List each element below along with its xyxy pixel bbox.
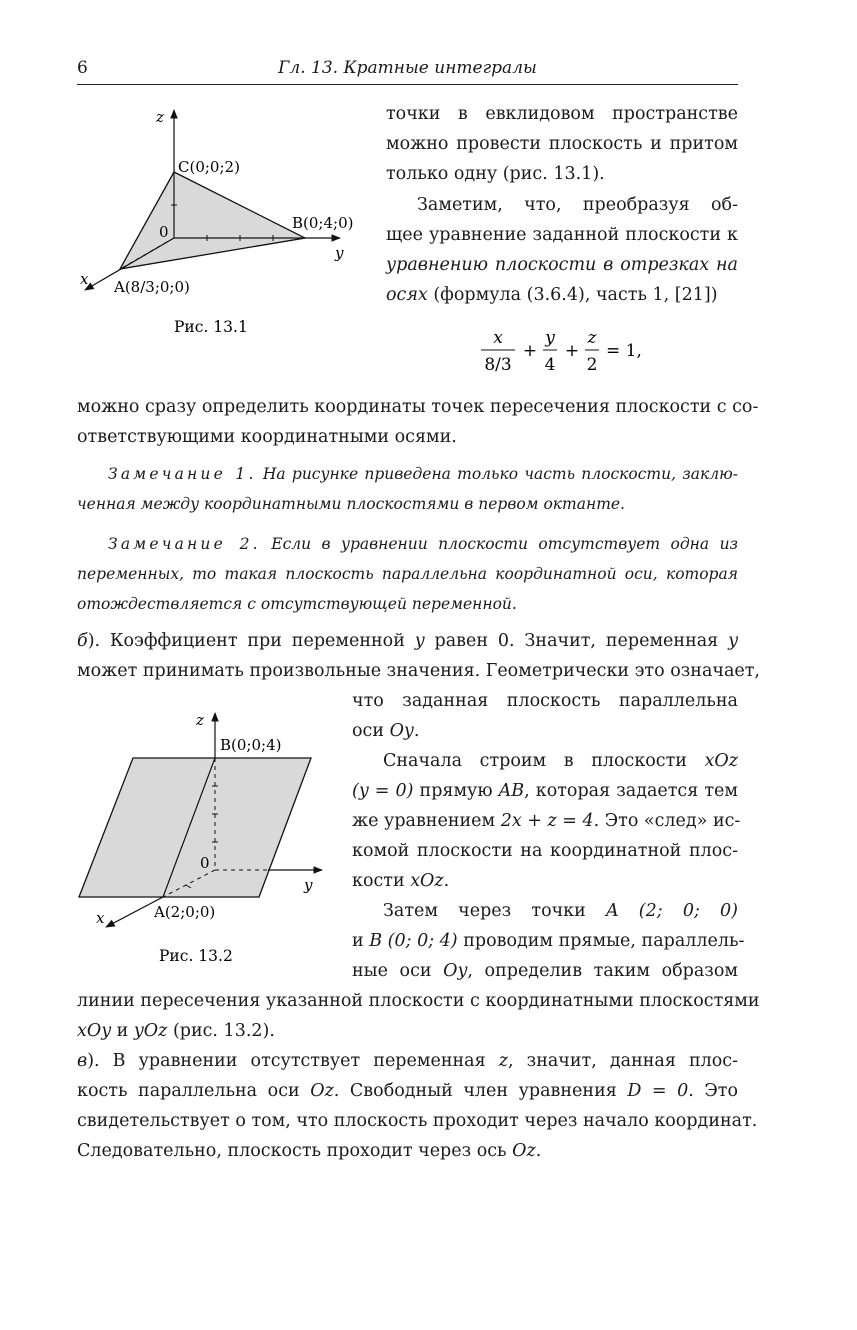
pc-line1: Сначала строим в плоскости xOz [383,751,738,771]
pv-line4: Следовательно, плоскость проходит через ось Oz. [77,1141,542,1161]
pd-line1: Затем через точки A (2; 0; 0) [383,901,738,921]
fig2-caption: Рис. 13.2 [159,947,233,965]
svg-text:+: + [522,341,538,361]
fig1-origin: 0 [159,223,169,241]
p2-line2: щее уравнение заданной плоскости к [386,225,738,245]
pv-line2: кость параллельна оси Oz. Свободный член уравнения D = 0. Это [77,1081,738,1101]
svg-text:8/3: 8/3 [484,355,512,375]
fig1-label-y: y [335,244,344,262]
fig2-label-z: z [196,711,204,729]
fig2-label-x: x [96,909,105,927]
p2-line3: уравнению плоскости в отрезках на [386,255,738,275]
fig2-point-a: A(2;0;0) [154,903,216,921]
note2-line2: переменных, то такая плоскость параллельна координатной оси, которая [77,565,738,583]
note2-line1: Замечание 2. Если в уравнении плоскости отсутствует одна из [108,535,739,553]
pd-line3: ные оси Oy, определив таким образом [352,961,738,981]
svg-text:z: z [587,328,597,348]
p3-line2: ответствующими координатными осями. [77,427,457,447]
pc-line5: кости xOz. [352,871,450,891]
fig1-point-a: A(8/3;0;0) [114,278,190,296]
page-number: 6 [77,58,88,78]
figure-13-2 [70,705,340,970]
fig2-point-b: B(0;0;4) [220,736,282,754]
figure-13-1 [70,100,370,340]
svg-text:2: 2 [586,355,598,375]
fig2-label-y: y [304,876,313,894]
note2-line3: отождествляется с отсутствующей переменной. [77,595,517,613]
formula [478,326,668,376]
pv-line3: свидетельствует о том, что плоскость проходит через начало координат. [77,1111,758,1131]
pc-line3: же уравнением 2x + z = 4. Это «след» ис- [352,811,741,831]
p2-line1: Заметим, что, преобразуя об- [417,195,738,215]
pb-line4: оси Oy. [352,721,420,741]
svg-text:+: + [564,341,580,361]
pd-line5: xOy и yOz (рис. 13.2). [77,1021,275,1041]
note1-line2: ченная между координатными плоскостями в первом октанте. [77,495,625,513]
fig1-label-z: z [156,108,164,126]
p1-line1: точки в евклидовом пространстве [386,104,738,124]
p3-line1: можно сразу определить координаты точек пересечения плоскости с со- [77,397,759,417]
svg-text:4: 4 [544,355,556,375]
fig2-origin: 0 [200,854,210,872]
fig1-caption: Рис. 13.1 [174,318,248,336]
p1-line2: можно провести плоскость и притом [386,134,738,154]
pb-line2: может принимать произвольные значения. Геометрически это означает, [77,661,760,681]
pv-line1: в). В уравнении отсутствует переменная z, значит, данная плос- [77,1051,739,1071]
fig1-label-x: x [80,270,89,288]
plane-parallelogram [79,758,311,897]
running-title: Гл. 13. Кратные интегралы [278,58,537,78]
pb-line1: б). Коэффициент при переменной y равен 0. Значит, переменная y [77,631,738,651]
plane-triangle [120,172,305,269]
svg-text:x: x [493,328,503,348]
fig1-point-c: C(0;0;2) [178,158,240,176]
pc-line4: комой плоскости на координатной плос- [352,841,738,861]
svg-text:= 1,: = 1, [606,341,642,361]
note1-line1: Замечание 1. На рисунке приведена только часть плоскости, заклю- [108,465,738,483]
p2-line4: осях (формула (3.6.4), часть 1, [21]) [386,285,718,305]
p1-line3: только одну (рис. 13.1). [386,164,605,184]
svg-text:y: y [545,328,555,348]
page-header [77,56,738,85]
fig1-point-b: B(0;4;0) [292,214,354,232]
pd-line4: линии пересечения указанной плоскости с координатными плоскостями [77,991,760,1011]
pd-line2: и B (0; 0; 4) проводим прямые, параллель- [352,931,745,951]
pc-line2: (y = 0) прямую AB, которая задается тем [352,781,738,801]
pb-line3: что заданная плоскость параллельна [352,691,738,711]
